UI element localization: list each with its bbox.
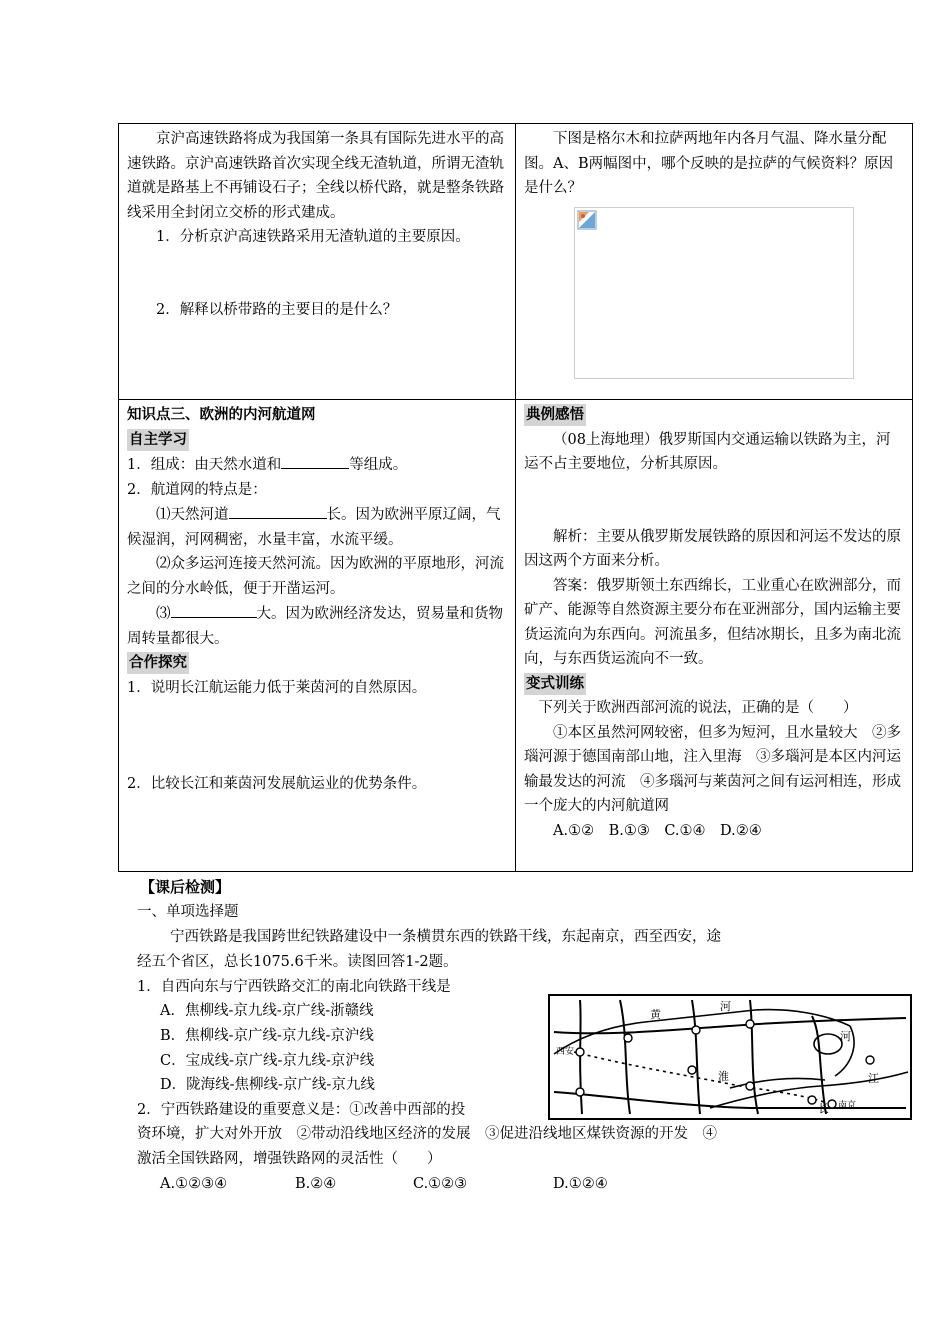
map-label-xian: 西安 bbox=[556, 1047, 575, 1057]
q2-option-d[interactable]: D.①②④ bbox=[553, 1176, 608, 1192]
map-label-he: 河 bbox=[720, 1000, 731, 1013]
question-intro-line-1: 宁西铁路是我国跨世纪铁路建设中一条横贯东西的铁路干线，东起南京，西至西安，途 bbox=[170, 929, 721, 945]
cell-climate-chart bbox=[516, 124, 913, 400]
cell-example-practice bbox=[516, 400, 913, 872]
map-label-huai: 淮 bbox=[718, 1070, 729, 1083]
question-2-line-1: 2．宁西铁路建设的重要意义是：①改善中西部的投 bbox=[137, 1102, 466, 1118]
variant-training-label: 变式训练 bbox=[524, 673, 586, 695]
fill-blank-3[interactable] bbox=[171, 601, 257, 618]
coop-question-1: 1．说明长江航运能力低于莱茵河的自然原因。 bbox=[127, 679, 427, 696]
q1-option-d[interactable]: D．陇海线-焦柳线-京广线-京九线 bbox=[160, 1077, 375, 1093]
climate-chart-image bbox=[574, 207, 854, 379]
question-2-line-2: 资环境，扩大对外开放 ②带动沿线地区经济的发展 ③促进沿线地区煤铁资源的开发 ④ bbox=[137, 1126, 717, 1142]
variant-choices: A.①② B.①③ C.①④ D.②④ bbox=[553, 822, 762, 839]
q2-option-b[interactable]: B.②④ bbox=[295, 1176, 337, 1192]
section-single-choice: 一、单项选择题 bbox=[137, 904, 239, 920]
variant-question: 下列关于欧洲西部河流的说法，正确的是（ ） bbox=[538, 700, 858, 716]
fill-blank-1[interactable] bbox=[281, 452, 349, 469]
rail-question-1: 1．分析京沪高速铁路采用无渣轨道的主要原因。 bbox=[156, 229, 470, 245]
feature-point-2: ⑵众多运河连接天然河流。因为欧洲的平原地形，河流之间的分水岭低，便于开凿运河。 bbox=[127, 556, 504, 597]
knowledge-point-title: 知识点三、欧洲的内河航道网 bbox=[127, 406, 316, 423]
climate-paragraph: 下图是格尔木和拉萨两地年内各月气温、降水量分配图。A、B两幅图中，哪个反映的是拉萨的气候资料？原因是什么？ bbox=[524, 131, 894, 196]
yellow-river bbox=[554, 1010, 850, 1054]
q1-option-c[interactable]: C．宝成线-京广线-京九线-京沪线 bbox=[160, 1053, 375, 1069]
self-study-item-2: 2．航道网的特点是： bbox=[127, 481, 267, 498]
exercise-table bbox=[118, 123, 913, 872]
variant-options: ①本区虽然河网较密，但多为短河，且水量较大 ②多瑙河源于德国南部山地，注入里海 ③多瑙河是本区内河运输最发达的河流 ④多瑙河与莱茵河之间有运河相连，形成一个庞大的内河航道网 bbox=[524, 724, 901, 814]
map-label-he-2: 河 bbox=[840, 1030, 851, 1043]
map-label-chang: 长 bbox=[818, 1102, 829, 1115]
q1-option-a[interactable]: A．焦柳线-京九线-京广线-浙赣线 bbox=[160, 1003, 374, 1019]
q1-option-b[interactable]: B．焦柳线-京广线-京九线-京沪线 bbox=[160, 1028, 374, 1044]
q2-option-a[interactable]: A.①②③④ bbox=[160, 1176, 228, 1192]
question-intro-line-2: 经五个省区，总长1075.6千米。读图回答1-2题。 bbox=[137, 954, 458, 970]
question-2-line-3: 激活全国铁路网，增强铁路网的灵活性（ ） bbox=[137, 1151, 442, 1167]
coop-question-2: 2．比较长江和莱茵河发展航运业的优势条件。 bbox=[127, 776, 427, 792]
feature-point-1: ⑴天然河道 长。因为欧洲平原辽阔，气候湿润，河网稠密，水量丰富，水流平缓。 bbox=[127, 502, 507, 552]
cell-highspeed-rail bbox=[119, 124, 516, 400]
map-label-jiang: 江 bbox=[868, 1072, 879, 1085]
question-1: 1．自西向东与宁西铁路交汇的南北向铁路干线是 bbox=[137, 979, 451, 995]
coop-explore-label: 合作探究 bbox=[127, 652, 189, 674]
self-study-item-1: 1．组成：由天然水道和 等组成。 bbox=[127, 452, 507, 478]
map-label-huang: 黄 bbox=[650, 1008, 661, 1021]
example-answer: 答案：俄罗斯领土东西绵长，工业重心在欧洲部分，而矿产、能源等自然资源主要分布在亚洲部分，国内运输主要货运流向为东西向。河流虽多，但结冰期长，且多为南北流向，与东西货运流向不一致。 bbox=[524, 577, 901, 667]
rail-question-2: 2．解释以桥带路的主要目的是什么？ bbox=[156, 301, 398, 318]
broken-image-icon bbox=[577, 210, 597, 230]
feature-point-3: ⑶ 大。因为欧洲经济发达，贸易量和货物周转量都很大。 bbox=[127, 601, 507, 651]
cell-european-waterways bbox=[119, 400, 516, 872]
map-label-nanjing: 南京 bbox=[838, 1101, 857, 1111]
q2-option-c[interactable]: C.①②③ bbox=[413, 1176, 468, 1192]
railway-map bbox=[548, 994, 912, 1120]
example-label: 典例感悟 bbox=[524, 404, 586, 426]
self-study-label: 自主学习 bbox=[127, 429, 189, 451]
example-question: （08上海地理）俄罗斯国内交通运输以铁路为主，河运不占主要地位，分析其原因。 bbox=[524, 431, 891, 472]
railway-map-drawing bbox=[550, 996, 910, 1118]
after-class-header: 【课后检测】 bbox=[140, 878, 231, 896]
rail-paragraph: 京沪高速铁路将成为我国第一条具有国际先进水平的高速铁路。京沪高速铁路首次实现全线无渣轨道，所谓无渣轨道就是路基上不再铺设石子；全线以桥代路，就是整条铁路线采用全封闭立交桥的形式建成。 bbox=[127, 131, 504, 221]
example-analysis: 解析：主要从俄罗斯发展铁路的原因和河运不发达的原因这两个方面来分析。 bbox=[524, 528, 901, 569]
fill-blank-2[interactable] bbox=[229, 502, 327, 519]
